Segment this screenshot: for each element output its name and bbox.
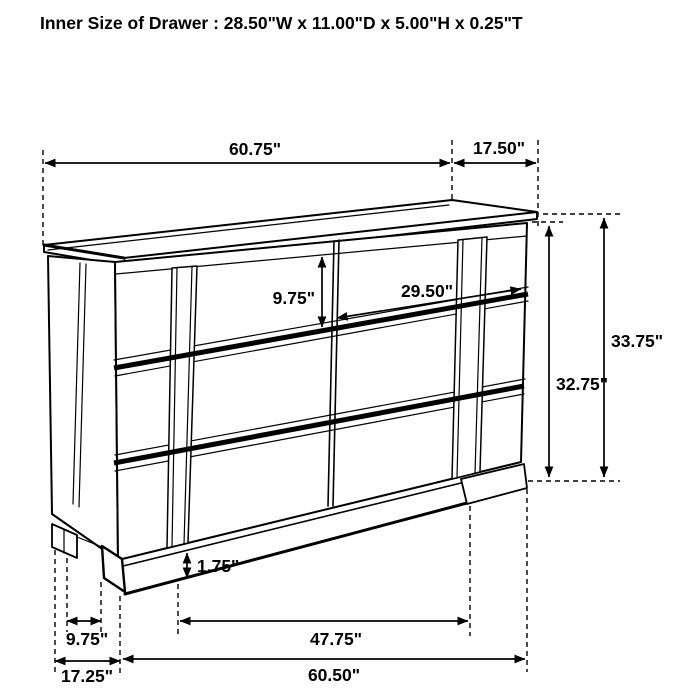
dim-side-depth-label: 17.25"	[60, 666, 114, 686]
dim-top-depth-label: 17.50"	[472, 138, 526, 158]
left-side-panel	[48, 256, 118, 560]
dim-foot-depth-label: 9.75"	[65, 629, 109, 649]
dim-bottom-width-label: 60.50"	[307, 665, 361, 685]
dim-base-width-label: 47.75"	[309, 629, 363, 649]
dim-drawer-width-label: 29.50"	[400, 281, 454, 301]
dim-drawer-height-label: 9.75"	[272, 288, 315, 308]
dim-base-height-label: 1.75"	[197, 556, 240, 576]
dim-overall-height-label: 33.75"	[611, 331, 664, 351]
page-title: Inner Size of Drawer : 28.50"W x 11.00"D x 5.00"H x 0.25"T	[40, 13, 523, 33]
dim-case-height-label: 32.75"	[556, 374, 609, 394]
dresser-case	[48, 223, 528, 567]
dim-top-width-label: 60.75"	[228, 139, 282, 159]
